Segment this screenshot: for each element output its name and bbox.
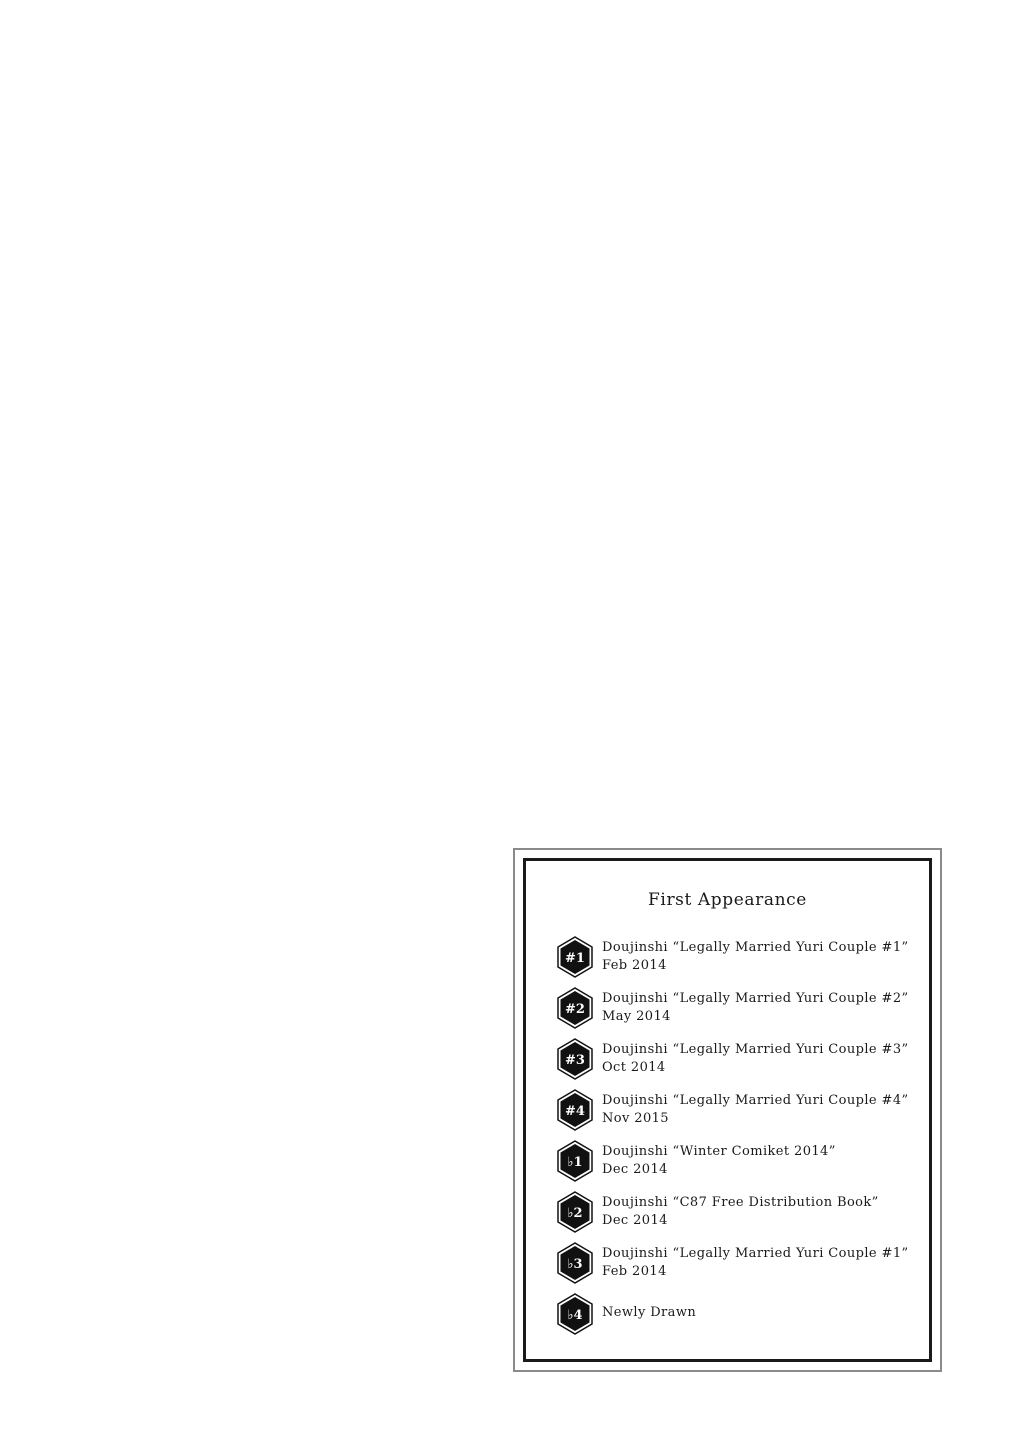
- entry-date: Dec 2014: [602, 1162, 668, 1177]
- entry-4: [556, 1089, 916, 1131]
- hexagon-badge-icon: [556, 1089, 594, 1131]
- entry-date: Nov 2015: [602, 1111, 669, 1126]
- entry-5: [556, 1140, 916, 1182]
- hexagon-badge-icon: [556, 936, 594, 978]
- entry-text: [602, 939, 909, 975]
- entry-source: Doujinshi “Legally Married Yuri Couple #1”: [602, 940, 909, 955]
- badge-label: ♭3: [567, 1257, 583, 1272]
- hexagon-badge-icon: [556, 1242, 594, 1284]
- badge-label: ♭1: [567, 1155, 583, 1170]
- hexagon-badge-icon: [556, 1140, 594, 1182]
- entry-date: Dec 2014: [602, 1213, 668, 1228]
- entry-3: [556, 1038, 916, 1080]
- entry-source: Doujinshi “C87 Free Distribution Book”: [602, 1195, 879, 1210]
- entry-source: Doujinshi “Legally Married Yuri Couple #4”: [602, 1093, 909, 1108]
- panel-inner-border: [523, 858, 932, 1362]
- entry-text: [602, 1304, 696, 1322]
- hexagon-badge-icon: [556, 987, 594, 1029]
- panel-title: First Appearance: [648, 890, 807, 910]
- badge-label: ♭2: [567, 1206, 583, 1221]
- entry-text: [602, 990, 909, 1026]
- entry-text: [602, 1041, 909, 1077]
- entry-text: [602, 1143, 836, 1179]
- entry-source: Doujinshi “Legally Married Yuri Couple #3”: [602, 1042, 909, 1057]
- entry-date: Feb 2014: [602, 958, 667, 973]
- entry-source: Doujinshi “Legally Married Yuri Couple #2”: [602, 991, 909, 1006]
- entry-source: Doujinshi “Legally Married Yuri Couple #1”: [602, 1246, 909, 1261]
- hexagon-badge-icon: [556, 1191, 594, 1233]
- badge-label: #4: [565, 1104, 585, 1119]
- entry-6: [556, 1191, 916, 1233]
- badge-label: #1: [565, 951, 585, 966]
- badge-label: #2: [565, 1002, 585, 1017]
- badge-label: ♭4: [567, 1308, 583, 1323]
- hexagon-badge-icon: [556, 1293, 594, 1335]
- entry-text: [602, 1092, 909, 1128]
- entry-source: Newly Drawn: [602, 1305, 697, 1320]
- entry-date: Feb 2014: [602, 1264, 667, 1279]
- entry-source: Doujinshi “Winter Comiket 2014”: [602, 1144, 836, 1159]
- entry-date: May 2014: [602, 1009, 671, 1024]
- entry-7: [556, 1242, 916, 1284]
- entry-1: [556, 936, 916, 978]
- entry-text: [602, 1194, 879, 1230]
- entry-text: [602, 1245, 909, 1281]
- badge-label: #3: [565, 1053, 585, 1068]
- entry-date: Oct 2014: [602, 1060, 666, 1075]
- entry-8: [556, 1293, 916, 1335]
- hexagon-badge-icon: [556, 1038, 594, 1080]
- entry-2: [556, 987, 916, 1029]
- first-appearance-panel: [513, 848, 942, 1372]
